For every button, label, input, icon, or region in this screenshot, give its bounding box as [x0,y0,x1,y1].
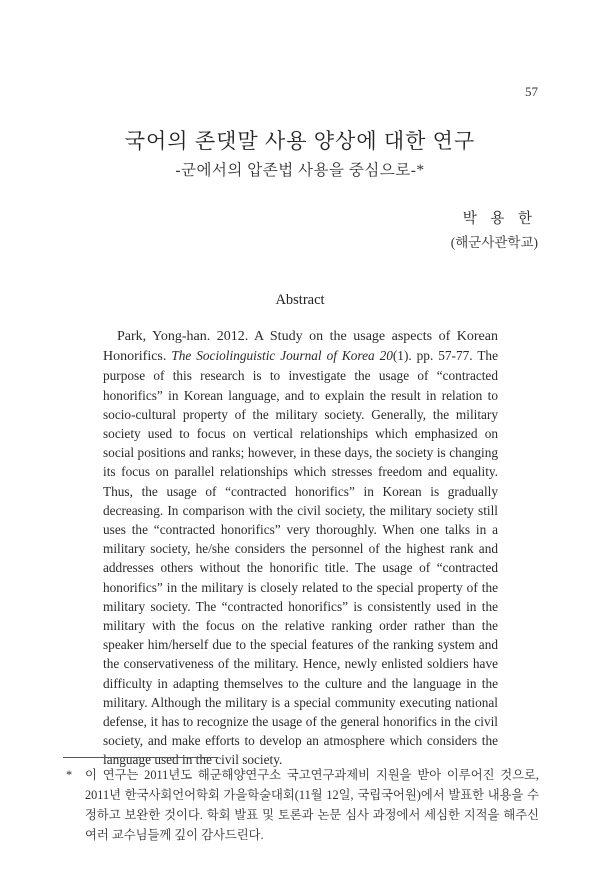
abstract-heading: Abstract [275,292,325,308]
page-number: 57 [525,84,538,99]
abstract-text: The purpose of this research is to investigate the usage of “contracted honorifics” in Korean language, and to explain the result in relation to socio-cultural property of the military society. Generally, the military society used to focus on vertical relationships which emphasized on social positions and ranks; however, in these days, the society is changing its focus on parallel relationships which stresses freedom and equality. Thus, the usage of “contracted honorifics” in Korean is gradually decreasing. In comparison with the civil society, the military society still uses the “contracted honorifics” very thoroughly. When one talks in a military society, he/she considers the personnel of the highest rank and addresses others without the honorific title. The usage of “contracted honorifics” in the military is closely related to the special property of the military society. The “contracted honorifics” is consistently used in the military with the focus on the relative ranking order rather than the speaker him/herself due to the special features of the ranking system and the conservativeness of the military. Hence, newly enlisted soldiers have difficulty in adapting themselves to the culture and the language in the military. Although the military is a special community executing national defense, it has to recognize the usage of the general honorifics in the civil society, and make efforts to develop an atmosphere which considers the language used in the civil society. [103,348,498,768]
abstract-citation-journal: The Sociolinguistic Journal of Korea 20 [171,348,393,364]
footnote-divider [63,757,218,758]
abstract-citation-author: Park, Yong-han. 2012. A Study on the usage aspects of Korean Honorifics. [103,329,498,365]
paper-title: 국어의 존댓말 사용 양상에 대한 연구 [124,129,476,153]
author-name: 박 용 한 [462,211,537,227]
paper-subtitle: -군에서의 압존법 사용을 중심으로-* [175,162,425,179]
abstract-citation-issue: (1). pp. 57-77. [392,348,473,364]
abstract-body [103,326,498,770]
footnote [63,765,539,845]
footnote-text: 이 연구는 2011년도 해군해양연구소 국고연구과제비 지원을 받아 이루어진 것으로, 2011년 한국사회언어학회 가을학술대회(11월 12일, 국립국어원)에서 발표한 내용을 수정하고 보완한 것이다. 학회 발표 및 토론과 논문 심사 과정에서 세심한 지적을 해주신 여러 교수님들께 깊이 감사드린다. [85,768,539,842]
footnote-mark: * [66,768,73,782]
author-affiliation: (해군사관학교) [450,235,538,250]
